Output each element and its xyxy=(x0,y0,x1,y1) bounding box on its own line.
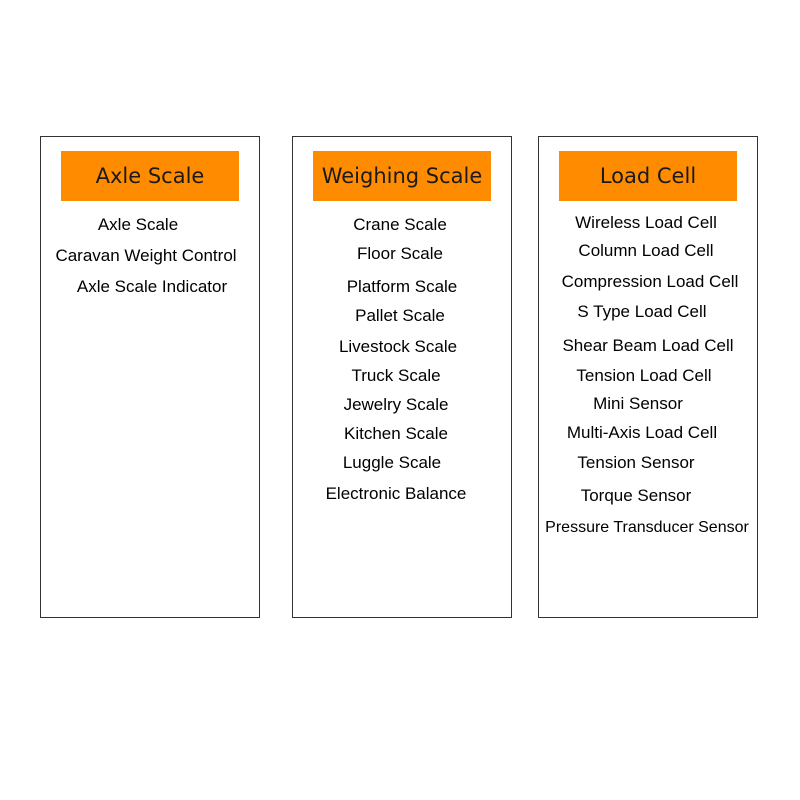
category-panel-weighing-scale xyxy=(292,136,512,618)
list-item[interactable]: Compression Load Cell xyxy=(561,272,739,291)
list-item[interactable]: Axle Scale xyxy=(97,215,179,234)
list-item[interactable]: Wireless Load Cell xyxy=(575,213,717,232)
list-item[interactable]: S Type Load Cell xyxy=(577,302,707,321)
list-item[interactable]: Torque Sensor xyxy=(580,486,692,505)
list-item[interactable]: Column Load Cell xyxy=(578,241,714,260)
list-item[interactable]: Luggle Scale xyxy=(342,453,442,472)
panel-header[interactable]: Axle Scale xyxy=(61,151,239,201)
category-panel-axle-scale xyxy=(40,136,260,618)
list-item[interactable]: Pallet Scale xyxy=(355,306,445,325)
list-item[interactable]: Shear Beam Load Cell xyxy=(562,336,734,355)
list-item[interactable]: Truck Scale xyxy=(351,366,441,385)
panel-header[interactable]: Load Cell xyxy=(559,151,737,201)
list-item[interactable]: Platform Scale xyxy=(346,277,458,296)
list-item[interactable]: Jewelry Scale xyxy=(343,395,449,414)
list-item[interactable]: Kitchen Scale xyxy=(344,424,448,443)
list-item[interactable]: Floor Scale xyxy=(357,244,443,263)
panel-header[interactable]: Weighing Scale xyxy=(313,151,491,201)
list-item[interactable]: Multi-Axis Load Cell xyxy=(566,423,718,442)
list-item[interactable]: Caravan Weight Control xyxy=(55,246,237,265)
list-item[interactable]: Pressure Transducer Sensor xyxy=(545,519,749,536)
list-item[interactable]: Tension Sensor xyxy=(577,453,695,472)
list-item[interactable]: Electronic Balance xyxy=(325,484,467,503)
list-item[interactable]: Axle Scale Indicator xyxy=(76,277,228,296)
list-item[interactable]: Crane Scale xyxy=(353,215,447,234)
list-item[interactable]: Livestock Scale xyxy=(338,337,458,356)
list-item[interactable]: Tension Load Cell xyxy=(576,366,712,385)
list-item[interactable]: Mini Sensor xyxy=(593,394,683,413)
category-panel-load-cell xyxy=(538,136,758,618)
